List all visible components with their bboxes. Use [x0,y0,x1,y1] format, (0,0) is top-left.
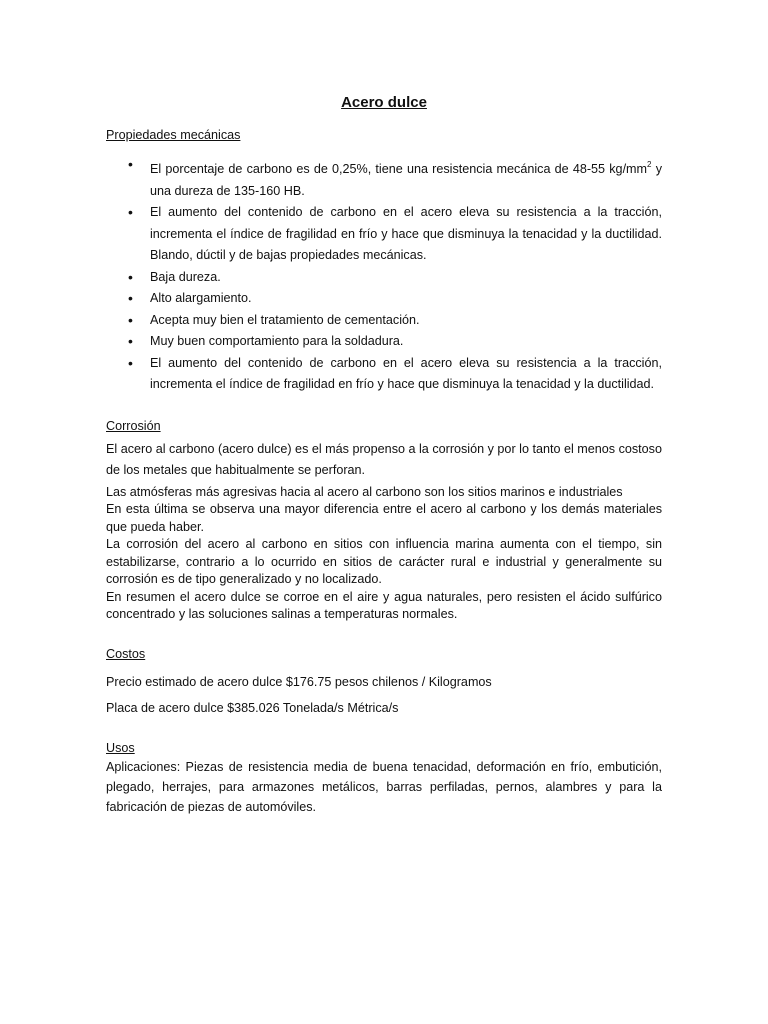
paragraph: En resumen el acero dulce se corroe en el aire y agua naturales, pero resisten el ácido sulfúrico concentrado y las soluciones salinas a temperaturas normales. [106,589,662,621]
propiedades-list [106,154,662,396]
list-item-text: Alto alargamiento. [150,291,252,305]
list-item-text: Baja dureza. [150,269,221,284]
paragraph: La corrosión del acero al carbono en sitios con influencia marina aumenta con el tiempo, sin estabilizarse, contrario a lo ocurrido en sitios de carácter rural e industrial y generalmente su corrosión es de tipo generalizado y no localizado. [106,537,662,586]
section-usos [106,739,662,817]
document-body [106,93,662,817]
bullet-icon: • [128,333,133,349]
section-spacer [106,396,662,417]
document-title: Acero dulce [341,94,427,111]
list-item [106,288,662,310]
paragraph: En esta última se observa una mayor diferencia entre el acero al carbono y los demás materiales que pueda haber. [106,502,662,534]
list-item [106,267,662,289]
list-item [106,202,662,267]
bullet-icon: • [128,156,133,172]
price-line: Placa de acero dulce $385.026 Tonelada/s Métrica/s [106,700,399,715]
superscript: 2 [647,160,652,169]
section-heading-costos: Costos [106,646,146,661]
section-heading-corrosion: Corrosión [106,418,161,433]
bullet-icon: • [128,268,133,285]
list-item [106,353,662,396]
paragraph: Aplicaciones: Piezas de resistencia media de buena tenacidad, deformación en frío, embutición, plegado, herrajes, para armazones metálicos, barras perfiladas, pernos, alambres y para la fabricación de piezas de automóviles. [106,759,662,814]
paragraph: El acero al carbono (acero dulce) es el más propenso a la corrosión y por lo tanto el menos costoso de los metales que habitualmente se perforan. [106,441,662,477]
paragraph: Las atmósferas más agresivas hacia al acero al carbono son los sitios marinos e industriales [106,484,623,499]
section-corrosion [106,417,662,624]
bullet-icon: • [128,311,133,328]
list-item-text: El aumento del contenido de carbono en el acero eleva su resistencia a la tracción, incrementa el índice de fragilidad en frío y hace que disminuya la tenacidad y la ductilidad. Blando, dúctil y de bajas propiedades mecánicas. [150,205,662,262]
section-costos [106,645,662,717]
list-item-text: Acepta muy bien el tratamiento de cementación. [150,312,420,327]
section-heading-propiedades: Propiedades mecánicas [106,128,241,142]
list-item-text: Muy buen comportamiento para la soldadura. [150,334,404,348]
list-item-text: El aumento del contenido de carbono en el acero eleva su resistencia a la tracción, incrementa el índice de fragilidad en frío y hace que disminuya la tenacidad y la ductilidad. [150,355,662,391]
list-item [106,310,662,332]
section-heading-usos: Usos [106,740,135,755]
list-item [106,331,662,353]
bullet-icon: • [128,290,133,306]
price-line: Precio estimado de acero dulce $176.75 pesos chilenos / Kilogramos [106,674,492,689]
section-spacer [106,624,662,645]
bullet-icon: • [128,204,133,220]
list-item-text: El porcentaje de carbono es de 0,25%, tiene una resistencia mecánica de 48-55 kg/mm [150,162,648,176]
bullet-icon: • [128,354,133,371]
list-item-text-tail: y una dureza de 135-160 HB. [150,162,662,198]
section-spacer [106,717,662,739]
list-item [106,154,662,202]
section-propiedades [106,126,662,396]
